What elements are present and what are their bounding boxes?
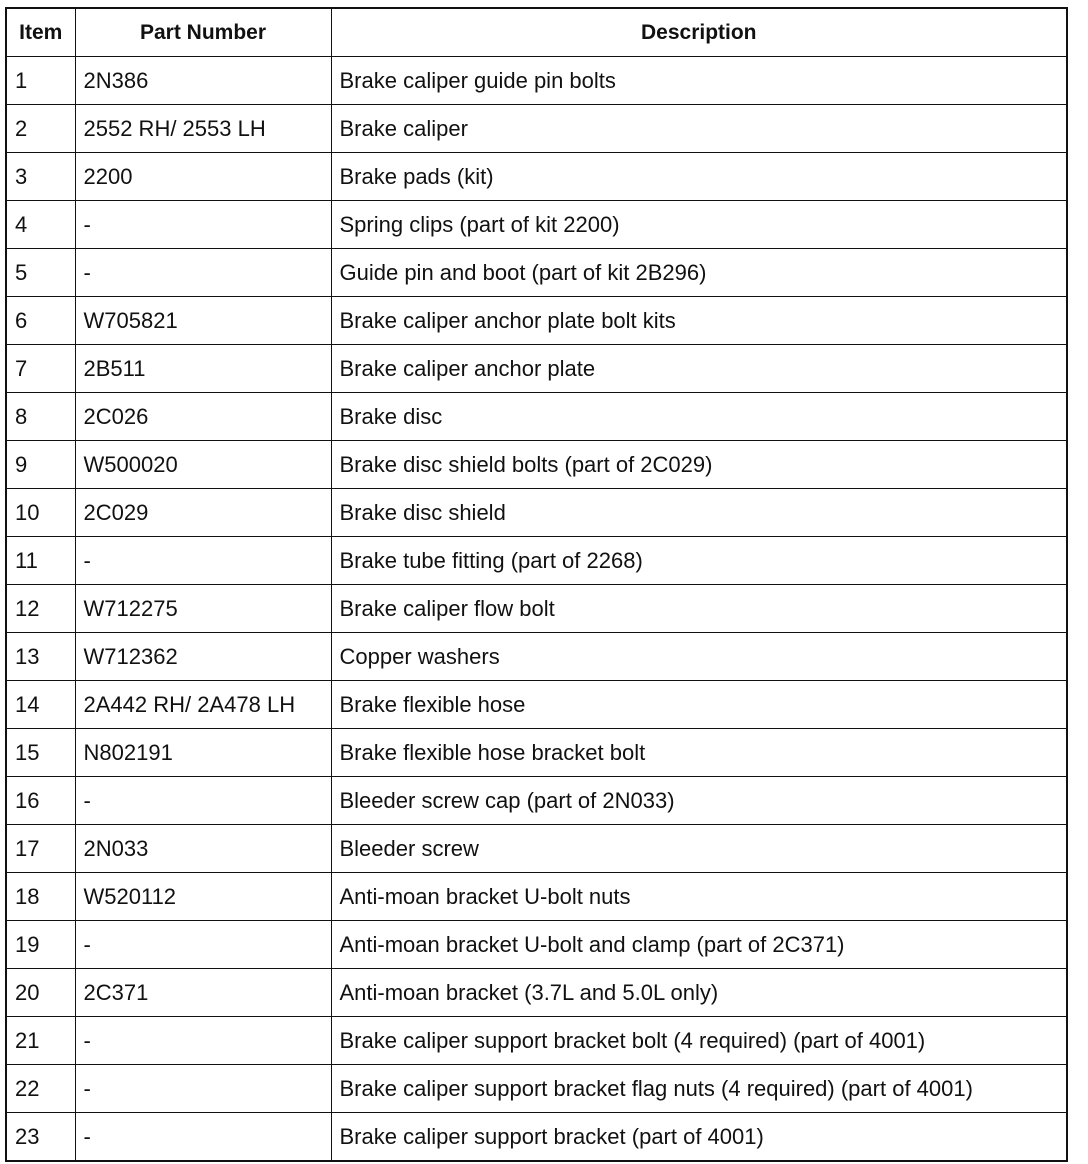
cell-part-number: 2A442 RH/ 2A478 LH [75, 681, 331, 729]
cell-description: Brake caliper anchor plate bolt kits [331, 297, 1067, 345]
cell-part-number: - [75, 201, 331, 249]
cell-item: 19 [6, 921, 75, 969]
cell-description: Brake tube fitting (part of 2268) [331, 537, 1067, 585]
cell-item: 3 [6, 153, 75, 201]
cell-item: 16 [6, 777, 75, 825]
cell-description: Brake caliper flow bolt [331, 585, 1067, 633]
cell-description: Brake caliper support bracket (part of 4001) [331, 1113, 1067, 1162]
table-row [6, 969, 1067, 1017]
cell-description: Brake caliper support bracket flag nuts (4 required) (part of 4001) [331, 1065, 1067, 1113]
cell-part-number: W500020 [75, 441, 331, 489]
cell-part-number: W712362 [75, 633, 331, 681]
cell-part-number: 2C371 [75, 969, 331, 1017]
table-row [6, 57, 1067, 105]
cell-description: Brake caliper support bracket bolt (4 required) (part of 4001) [331, 1017, 1067, 1065]
table-row [6, 489, 1067, 537]
cell-part-number: - [75, 537, 331, 585]
table-row [6, 729, 1067, 777]
cell-description: Anti-moan bracket U-bolt nuts [331, 873, 1067, 921]
cell-description: Spring clips (part of kit 2200) [331, 201, 1067, 249]
cell-item: 14 [6, 681, 75, 729]
cell-item: 23 [6, 1113, 75, 1162]
header-description: Description [331, 8, 1067, 57]
cell-item: 5 [6, 249, 75, 297]
cell-part-number: 2C029 [75, 489, 331, 537]
table-row [6, 681, 1067, 729]
cell-item: 22 [6, 1065, 75, 1113]
cell-description: Bleeder screw cap (part of 2N033) [331, 777, 1067, 825]
cell-part-number: 2C026 [75, 393, 331, 441]
cell-part-number: 2N386 [75, 57, 331, 105]
cell-description: Guide pin and boot (part of kit 2B296) [331, 249, 1067, 297]
table-row [6, 249, 1067, 297]
table-row [6, 105, 1067, 153]
cell-description: Anti-moan bracket U-bolt and clamp (part of 2C371) [331, 921, 1067, 969]
parts-table [5, 7, 1068, 1162]
cell-item: 17 [6, 825, 75, 873]
header-part-number: Part Number [75, 8, 331, 57]
cell-part-number: 2200 [75, 153, 331, 201]
cell-part-number: 2B511 [75, 345, 331, 393]
cell-item: 10 [6, 489, 75, 537]
cell-item: 11 [6, 537, 75, 585]
cell-part-number: W712275 [75, 585, 331, 633]
cell-part-number: N802191 [75, 729, 331, 777]
cell-description: Copper washers [331, 633, 1067, 681]
table-row [6, 1065, 1067, 1113]
cell-part-number: - [75, 921, 331, 969]
cell-description: Brake caliper anchor plate [331, 345, 1067, 393]
cell-description: Brake flexible hose bracket bolt [331, 729, 1067, 777]
header-row [6, 8, 1067, 57]
cell-description: Bleeder screw [331, 825, 1067, 873]
cell-part-number: 2552 RH/ 2553 LH [75, 105, 331, 153]
cell-description: Brake disc shield bolts (part of 2C029) [331, 441, 1067, 489]
cell-item: 6 [6, 297, 75, 345]
table-row [6, 777, 1067, 825]
cell-item: 12 [6, 585, 75, 633]
cell-item: 8 [6, 393, 75, 441]
cell-description: Brake flexible hose [331, 681, 1067, 729]
table-row [6, 1017, 1067, 1065]
table-row [6, 921, 1067, 969]
cell-part-number: - [75, 777, 331, 825]
cell-part-number: - [75, 1017, 331, 1065]
cell-item: 20 [6, 969, 75, 1017]
cell-description: Brake disc [331, 393, 1067, 441]
table-row [6, 585, 1067, 633]
table-row [6, 201, 1067, 249]
cell-part-number: - [75, 1065, 331, 1113]
table-row [6, 393, 1067, 441]
cell-item: 7 [6, 345, 75, 393]
table-row [6, 297, 1067, 345]
table-row [6, 345, 1067, 393]
table-row [6, 873, 1067, 921]
table-row [6, 825, 1067, 873]
cell-part-number: - [75, 1113, 331, 1162]
cell-item: 4 [6, 201, 75, 249]
cell-item: 2 [6, 105, 75, 153]
cell-description: Brake caliper guide pin bolts [331, 57, 1067, 105]
cell-item: 18 [6, 873, 75, 921]
cell-part-number: 2N033 [75, 825, 331, 873]
table-row [6, 153, 1067, 201]
cell-item: 13 [6, 633, 75, 681]
table-row [6, 1113, 1067, 1162]
table-row [6, 633, 1067, 681]
table-row [6, 537, 1067, 585]
cell-part-number: - [75, 249, 331, 297]
cell-part-number: W705821 [75, 297, 331, 345]
header-item: Item [6, 8, 75, 57]
cell-description: Brake caliper [331, 105, 1067, 153]
cell-description: Anti-moan bracket (3.7L and 5.0L only) [331, 969, 1067, 1017]
cell-item: 21 [6, 1017, 75, 1065]
cell-item: 1 [6, 57, 75, 105]
table-row [6, 441, 1067, 489]
cell-part-number: W520112 [75, 873, 331, 921]
cell-item: 9 [6, 441, 75, 489]
cell-description: Brake pads (kit) [331, 153, 1067, 201]
cell-item: 15 [6, 729, 75, 777]
cell-description: Brake disc shield [331, 489, 1067, 537]
